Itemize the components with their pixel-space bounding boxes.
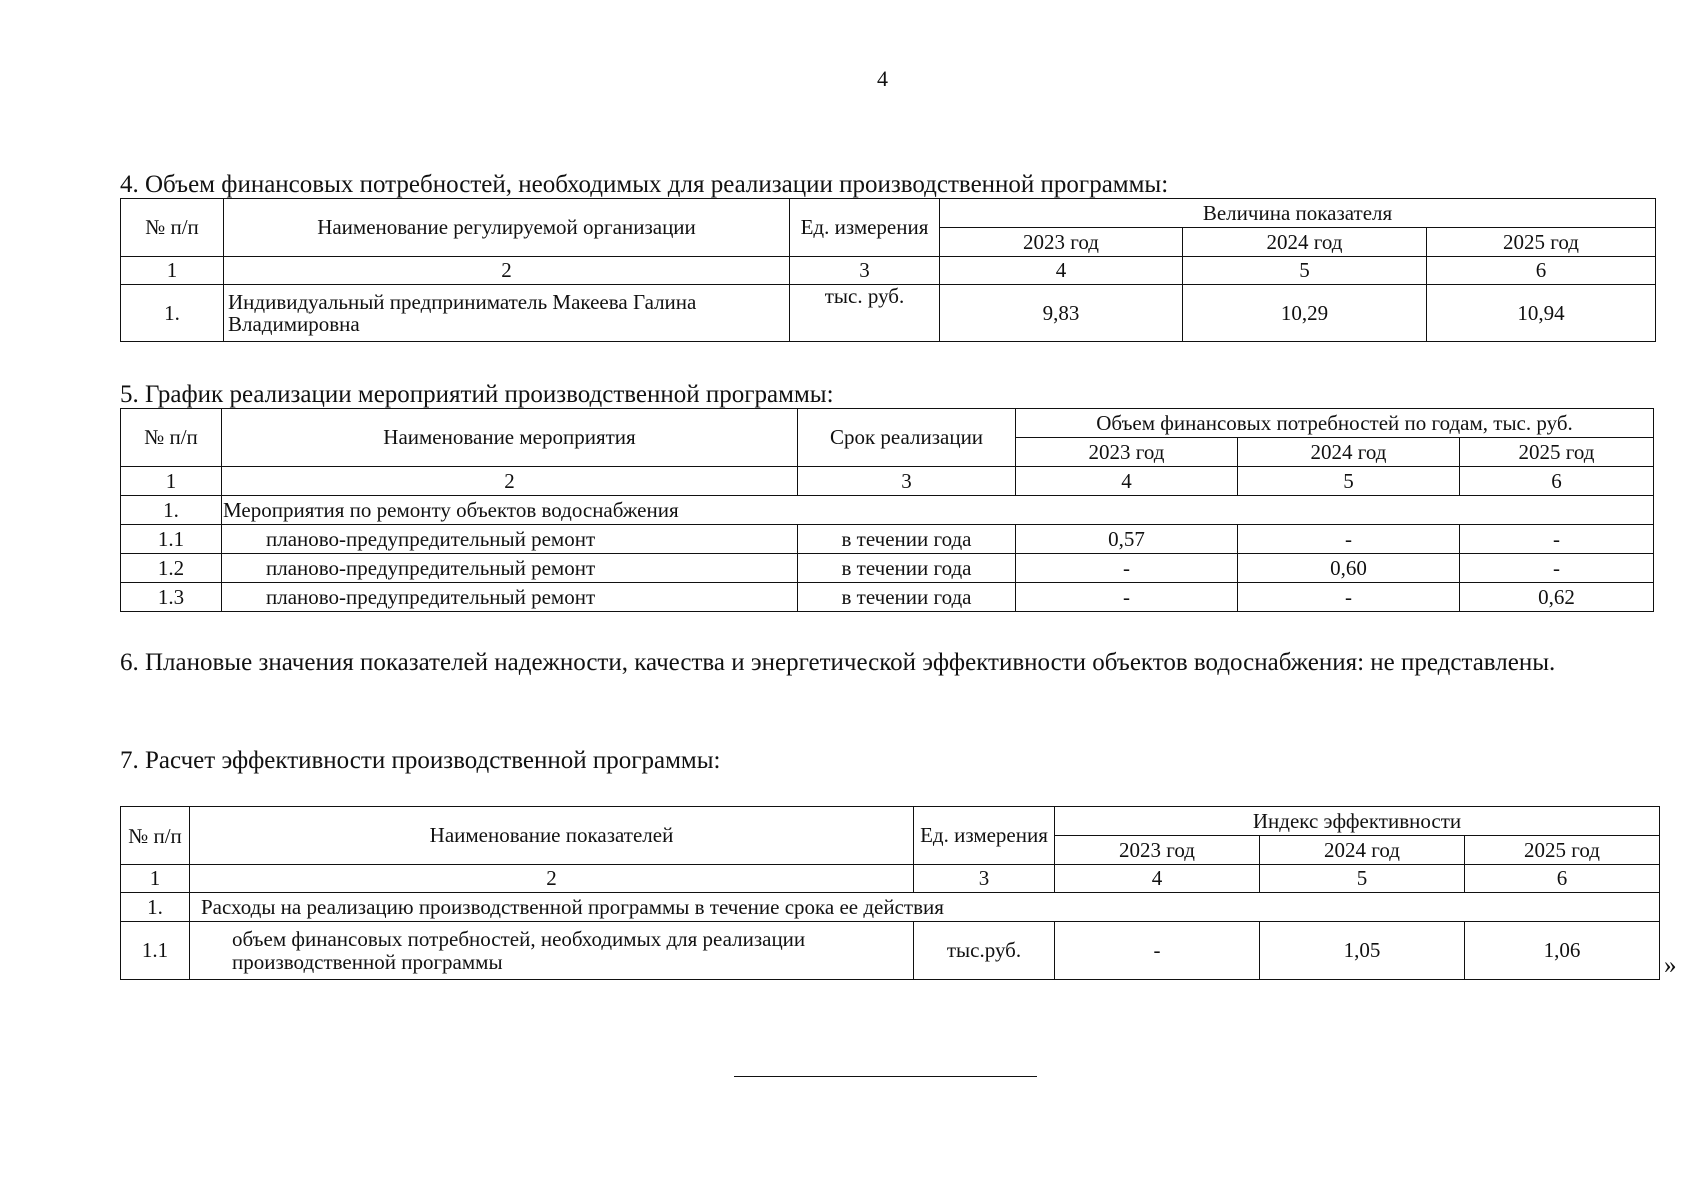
header-unit: Ед. измерения — [914, 807, 1055, 865]
header-2024: 2024 год — [1183, 228, 1427, 257]
col-number: 4 — [1055, 865, 1260, 893]
value-2025: - — [1460, 554, 1654, 583]
activity-name: планово-предупредительный ремонт — [222, 583, 798, 612]
col-number: 1 — [121, 865, 190, 893]
table-row — [121, 285, 1656, 342]
section-5-title: 5. График реализации мероприятий производственной программы: — [120, 381, 834, 408]
col-number: 5 — [1260, 865, 1465, 893]
table-row — [121, 554, 1654, 583]
financial-needs-table — [120, 198, 1656, 342]
row-num: 1.1 — [121, 922, 190, 980]
header-2025: 2025 год — [1460, 438, 1654, 467]
header-value-group: Величина показателя — [940, 199, 1656, 228]
group-row — [121, 893, 1660, 922]
header-indicator-name: Наименование показателей — [190, 807, 914, 865]
column-number-row — [121, 865, 1660, 893]
header-num: № п/п — [121, 807, 190, 865]
page-number: 4 — [877, 66, 888, 91]
header-term: Срок реализации — [798, 409, 1016, 467]
schedule-table — [120, 408, 1654, 612]
header-value-group: Индекс эффективности — [1055, 807, 1660, 836]
header-num: № п/п — [121, 199, 224, 257]
activity-name: планово-предупредительный ремонт — [222, 554, 798, 583]
indicator-name: объем финансовых потребностей, необходимых для реализации производственной программы — [190, 922, 914, 980]
header-unit: Ед. измерения — [790, 199, 940, 257]
org-name: Индивидуальный предприниматель Макеева Галина Владимировна — [224, 285, 790, 342]
header-2024: 2024 год — [1238, 438, 1460, 467]
row-num: 1.2 — [121, 554, 222, 583]
header-2025: 2025 год — [1427, 228, 1656, 257]
header-value-group: Объем финансовых потребностей по годам, тыс. руб. — [1016, 409, 1654, 438]
header-2023: 2023 год — [1016, 438, 1238, 467]
col-number: 6 — [1427, 257, 1656, 285]
efficiency-table — [120, 806, 1660, 980]
value-2023: - — [1055, 922, 1260, 980]
col-number: 5 — [1183, 257, 1427, 285]
unit: тыс. руб. — [790, 285, 940, 342]
col-number: 2 — [190, 865, 914, 893]
col-number: 6 — [1465, 865, 1660, 893]
value-2024: - — [1238, 583, 1460, 612]
value-2023: 9,83 — [940, 285, 1183, 342]
row-num: 1. — [121, 893, 190, 922]
column-number-row — [121, 257, 1656, 285]
header-2023: 2023 год — [1055, 836, 1260, 865]
group-row — [121, 496, 1654, 525]
header-activity-name: Наименование мероприятия — [222, 409, 798, 467]
col-number: 2 — [224, 257, 790, 285]
table-row — [121, 922, 1660, 980]
value-2025: 1,06 — [1465, 922, 1660, 980]
group-name: Мероприятия по ремонту объектов водоснабжения — [222, 496, 1654, 525]
section-7-title: 7. Расчет эффективности производственной программы: — [120, 747, 721, 774]
activity-name: планово-предупредительный ремонт — [222, 525, 798, 554]
row-num: 1.1 — [121, 525, 222, 554]
value-2025: - — [1460, 525, 1654, 554]
col-number: 1 — [121, 467, 222, 496]
value-2023: 0,57 — [1016, 525, 1238, 554]
header-org-name: Наименование регулируемой организации — [224, 199, 790, 257]
col-number: 1 — [121, 257, 224, 285]
col-number: 3 — [914, 865, 1055, 893]
bottom-divider — [734, 1076, 1037, 1077]
col-number: 3 — [798, 467, 1016, 496]
value-2023: - — [1016, 583, 1238, 612]
term: в течении года — [798, 554, 1016, 583]
row-num: 1. — [121, 496, 222, 525]
col-number: 5 — [1238, 467, 1460, 496]
header-2023: 2023 год — [940, 228, 1183, 257]
row-num: 1. — [121, 285, 224, 342]
closing-quote-mark: » — [1664, 952, 1677, 979]
value-2023: - — [1016, 554, 1238, 583]
section-6-text: 6. Плановые значения показателей надежности, качества и энергетической эффективности объектов водоснабжения: не представлены. — [120, 649, 1556, 676]
header-num: № п/п — [121, 409, 222, 467]
header-2025: 2025 год — [1465, 836, 1660, 865]
value-2025: 0,62 — [1460, 583, 1654, 612]
unit: тыс.руб. — [914, 922, 1055, 980]
section-4-title: 4. Объем финансовых потребностей, необходимых для реализации производственной программы: — [120, 171, 1169, 198]
term: в течении года — [798, 525, 1016, 554]
value-2024: 1,05 — [1260, 922, 1465, 980]
value-2024: - — [1238, 525, 1460, 554]
table-row — [121, 525, 1654, 554]
col-number: 6 — [1460, 467, 1654, 496]
row-num: 1.3 — [121, 583, 222, 612]
col-number: 4 — [940, 257, 1183, 285]
value-2024: 0,60 — [1238, 554, 1460, 583]
col-number: 3 — [790, 257, 940, 285]
table-row — [121, 583, 1654, 612]
header-2024: 2024 год — [1260, 836, 1465, 865]
value-2025: 10,94 — [1427, 285, 1656, 342]
col-number: 4 — [1016, 467, 1238, 496]
value-2024: 10,29 — [1183, 285, 1427, 342]
term: в течении года — [798, 583, 1016, 612]
col-number: 2 — [222, 467, 798, 496]
column-number-row — [121, 467, 1654, 496]
group-name: Расходы на реализацию производственной программы в течение срока ее действия — [190, 893, 1660, 922]
